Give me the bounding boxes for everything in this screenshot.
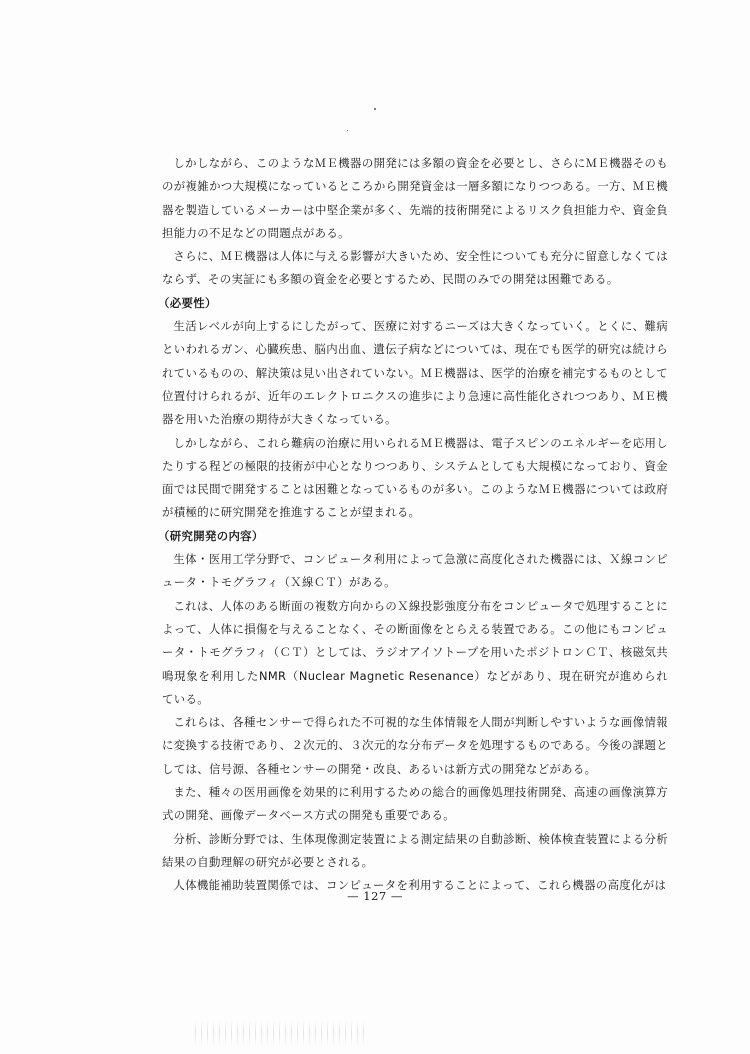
body-text — [158, 152, 668, 898]
paragraph-assistive-devices: 人体機能補助装置関係では、コンピュータを利用することによって、これら機器の高度化がは — [173, 878, 667, 893]
paragraph-ct-methods: これは、人体のある断面の複数方向からのＸ線投影強度分布をコンピュータで処理することによって、人体に損傷を与えることなく、その断面像をとらえる装置である。この他にもコンピュータ・トモグラフィ（ＣＴ）としては、ラジオアイソトープを用いたポジトロンＣＴ、核磁気共鳴現象を利用したNMR（Nuclear Magnetic Resenance）などがあり、現在研究が進められている。 — [162, 598, 668, 706]
heading-research-content: （研究開発の内容） — [158, 528, 264, 543]
paragraph-government-role: しかしながら、これら難病の治療に用いられるＭＥ機器は、電子スピンのエネルギーを応用したりする程どの極限的技術が中心となりつつあり、システムとしても大規模になっており、資金面では民間で開発することは困難となっているものが多い。このようなＭＥ機器については政府が積極的に研究開発を推進することが望まれる。 — [162, 435, 668, 520]
paragraph-xray-ct: 生体・医用工学分野で、コンピュータ利用によって急激に高度化された機器には、Ｘ線コンピュータ・トモグラフィ（Ｘ線ＣＴ）がある。 — [162, 552, 668, 590]
paragraph-medical-needs: 生活レベルが向上するにしたがって、医療に対するニーズは大きくなっていく。とくに、難病といわれるガン、心臓疾患、脳内出血、遺伝子病などについては、現在でも医学的研究は続けられているものの、解決策は見い出されていない。ＭＥ機器は、医学的治療を補完するものとして位置付けられるが、近年のエレクトロニクスの進歩により急速に高性能化されつつあり、ＭＥ機器を用いた治療の期待が大きくなっている。 — [162, 319, 668, 427]
paragraph-image-database: また、種々の医用画像を効果的に利用するための総合的画像処理技術開発、高速の画像演算方式の開発、画像データベース方式の開発も重要である。 — [162, 785, 668, 823]
heading-necessity: （必要性） — [158, 295, 217, 310]
paragraph-image-processing: これらは、各種センサーで得られた不可視的な生体情報を人間が判断しやすいような画像情報に変換する技術であり、２次元的、３次元的な分布データを処理するものである。今後の課題としては、信号源、各種センサーの開発・改良、あるいは新方式の開発などがある。 — [162, 715, 668, 776]
paragraph-diagnosis: 分析、診断分野では、生体現像測定装置による測定結果の自動診断、検体検査装置による分析結果の自動理解の研究が必要とされる。 — [162, 831, 668, 869]
paragraph-safety: さらに、ＭＥ機器は人体に与える影響が大きいため、安全性についても充分に留意しなくてはならず、その実証にも多額の資金を必要とするため、民間のみでの開発は困難である。 — [162, 249, 668, 287]
page-number: — 127 — — [347, 889, 403, 903]
scan-speck — [347, 130, 348, 131]
paragraph-funding-problem: しかしながら、このようなＭＥ機器の開発には多額の資金を必要とし、さらにＭＥ機器そのものが複雑かつ大規模になっているところから開発資金は一層多額になりつつある。一方、ＭＥ機器を製造しているメーカーは中堅企業が多く、先端的技術開発によるリスク負担能力や、資金負担能力の不足などの問題点がある。 — [162, 156, 668, 240]
scan-speck — [374, 108, 376, 110]
scan-bleed-through — [195, 1018, 365, 1046]
